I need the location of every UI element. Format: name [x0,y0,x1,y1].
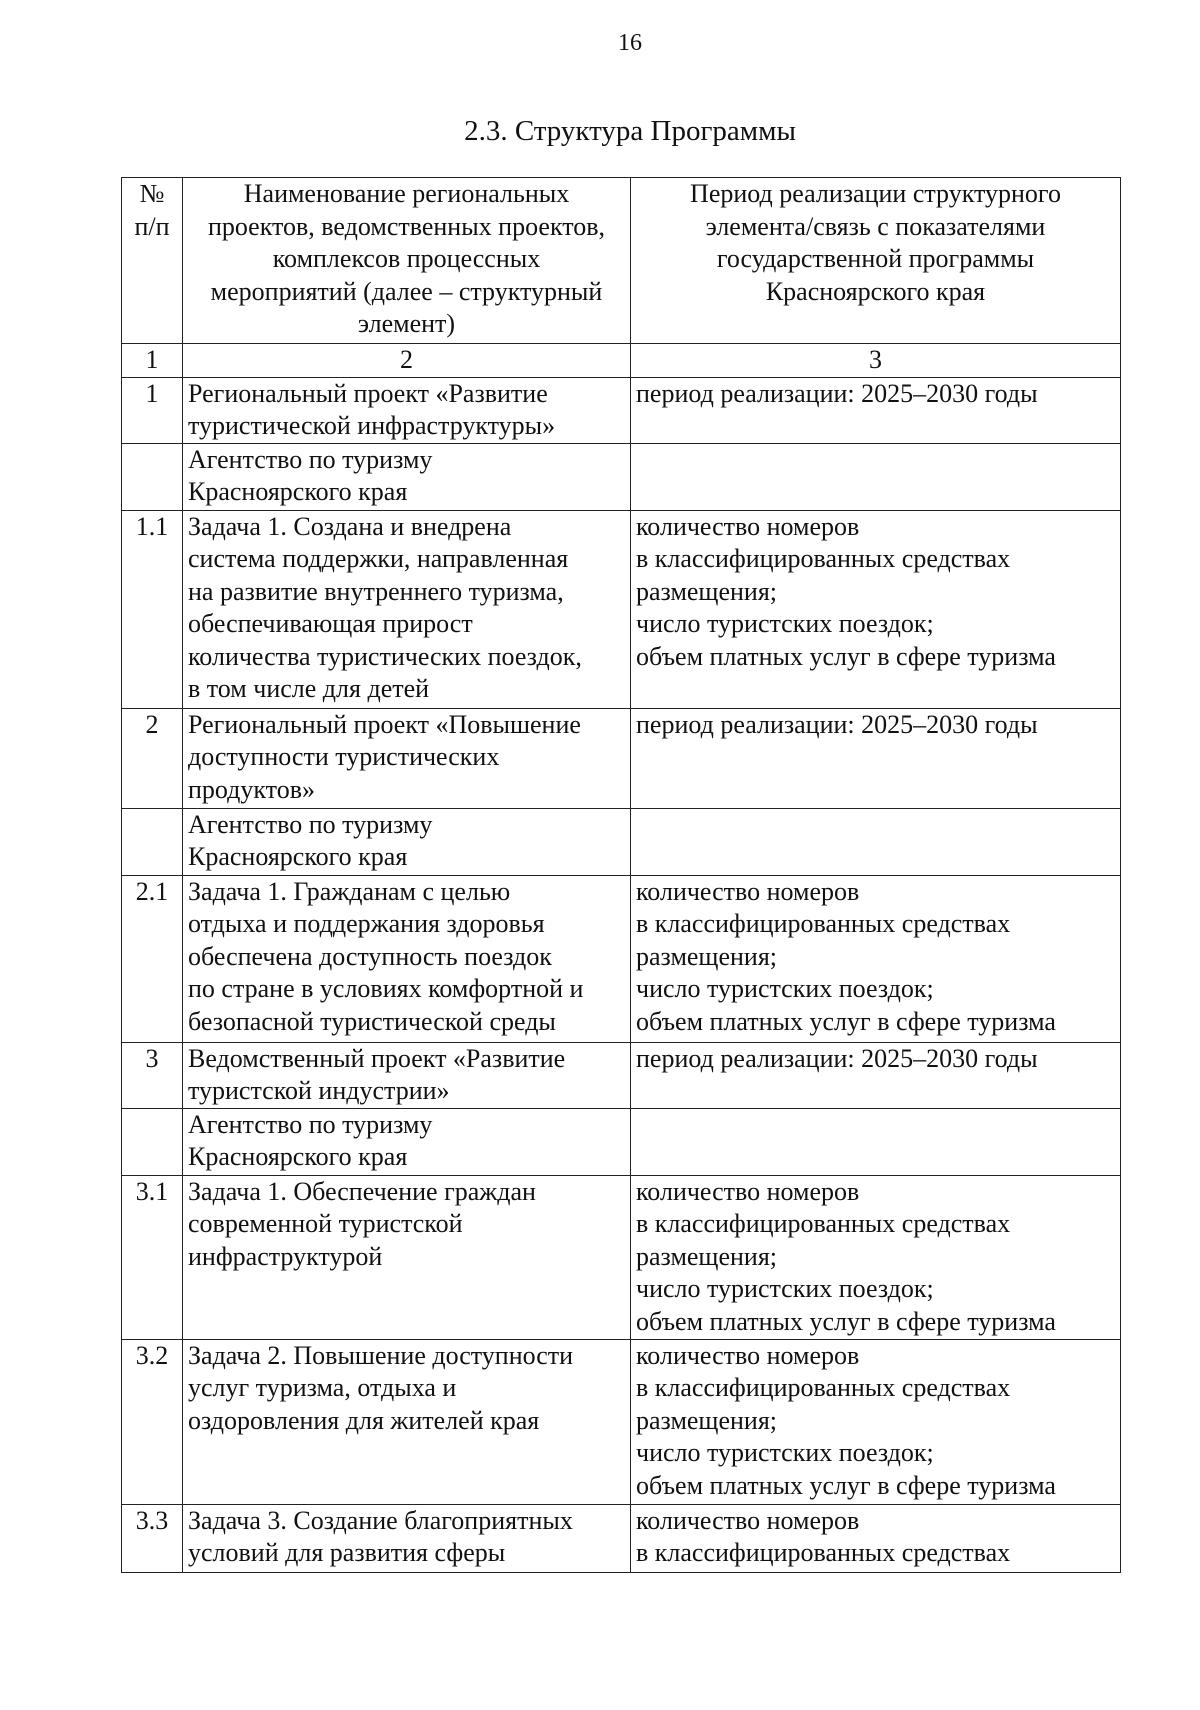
structural-element-name-text: Задача 1. Создана и внедрена система поддержки, направленная на развитие внутреннего туризма, обеспечивающая прирост количества туристических поездок, в том числе для детей [188,511,582,703]
table-row [122,1175,1121,1339]
table-body [122,377,1121,1572]
table-row [122,1108,1121,1175]
structural-element-name [183,443,631,510]
period-indicators-text: период реализации: 2025–2030 годы [636,709,1038,739]
structural-element-name [183,510,631,708]
header-period-indicators: Период реализации структурного элемента/связь с показателями государственной программы Красноярского края [631,178,1121,344]
column-number: 3 [631,344,1121,378]
row-number [122,510,183,708]
table-row [122,875,1121,1042]
period-indicators-text: количество номеров в классифицированных средствах размещения; число туристских поездок; объем платных услуг в сфере туризма [636,1176,1056,1336]
row-number [122,443,183,510]
period-indicators [631,1339,1121,1504]
table-row [122,510,1121,708]
structural-element-name-text: Задача 1. Обеспечение граждан современной туристской инфраструктурой [188,1176,536,1271]
program-structure-table [121,177,1121,1573]
structural-element-name-text: Региональный проект «Повышение доступности туристических продуктов» [188,709,581,804]
structural-element-name-text: Региональный проект «Развитие туристической инфраструктуры» [188,378,556,440]
period-indicators-text: период реализации: 2025–2030 годы [636,378,1038,408]
table-row [122,1504,1121,1572]
structural-element-name [183,1504,631,1572]
structural-element-name-text: Задача 3. Создание благоприятных условий для развития сферы [188,1505,573,1567]
header-number: № п/п [122,178,183,344]
period-indicators-text: период реализации: 2025–2030 годы [636,1043,1038,1073]
section-title: 2.3. Структура Программы [464,115,796,147]
structural-element-name [183,808,631,875]
structural-element-name [183,1042,631,1108]
row-number [122,708,183,808]
row-number [122,808,183,875]
row-number [122,875,183,1042]
structural-element-name [183,1108,631,1175]
row-number-text: 3.3 [135,1505,169,1535]
structural-element-name [183,1175,631,1339]
column-number: 1 [122,344,183,378]
structural-element-name [183,377,631,443]
row-number-text: 3.2 [135,1340,169,1370]
row-number [122,1042,183,1108]
row-number [122,377,183,443]
period-indicators [631,510,1121,708]
row-number [122,1339,183,1504]
table-row [122,377,1121,443]
row-number-text: 1.1 [135,511,169,541]
period-indicators-text: количество номеров в классифицированных средствах размещения; число туристских поездок; объем платных услуг в сфере туризма [636,1340,1056,1500]
structural-element-name-text: Агентство по туризму Красноярского края [188,444,433,506]
period-indicators-text: количество номеров в классифицированных средствах размещения; число туристских поездок; объем платных услуг в сфере туризма [636,876,1056,1036]
row-number-text: 3.1 [135,1176,169,1206]
row-number-text: 3 [145,1043,159,1073]
period-indicators-text: количество номеров в классифицированных средствах размещения; число туристских поездок; объем платных услуг в сфере туризма [636,511,1056,671]
period-indicators [631,708,1121,808]
row-number-text: 2.1 [135,876,169,906]
structural-element-name-text: Задача 2. Повышение доступности услуг туризма, отдыха и оздоровления для жителей края [188,1340,574,1435]
column-number-row [122,344,1121,378]
period-indicators-text: количество номеров в классифицированных средствах [636,1505,1011,1567]
table-row [122,443,1121,510]
period-indicators [631,443,1121,510]
table-row [122,708,1121,808]
period-indicators [631,808,1121,875]
table-row [122,808,1121,875]
row-number-text: 2 [145,709,159,739]
header-element-name: Наименование региональных проектов, ведомственных проектов, комплексов процессных мероприятий (далее – структурный элемент) [183,178,631,344]
structural-element-name-text: Агентство по туризму Красноярского края [188,809,433,871]
column-number: 2 [183,344,631,378]
row-number [122,1504,183,1572]
structural-element-name-text: Агентство по туризму Красноярского края [188,1109,433,1171]
row-number-text: 1 [145,378,159,408]
period-indicators [631,377,1121,443]
period-indicators [631,1042,1121,1108]
table-row [122,1042,1121,1108]
period-indicators [631,1504,1121,1572]
period-indicators [631,1108,1121,1175]
period-indicators [631,875,1121,1042]
row-number [122,1175,183,1339]
structural-element-name-text: Ведомственный проект «Развитие туристской индустрии» [188,1043,566,1105]
table-row [122,1339,1121,1504]
row-number [122,1108,183,1175]
page-number: 16 [618,30,642,56]
table-header-row [122,178,1121,344]
structural-element-name [183,1339,631,1504]
period-indicators [631,1175,1121,1339]
structural-element-name [183,708,631,808]
structural-element-name-text: Задача 1. Гражданам с целью отдыха и поддержания здоровья обеспечена доступность поездок по стране в условиях комфортной и безопасной туристической среды [188,876,584,1036]
structural-element-name [183,875,631,1042]
